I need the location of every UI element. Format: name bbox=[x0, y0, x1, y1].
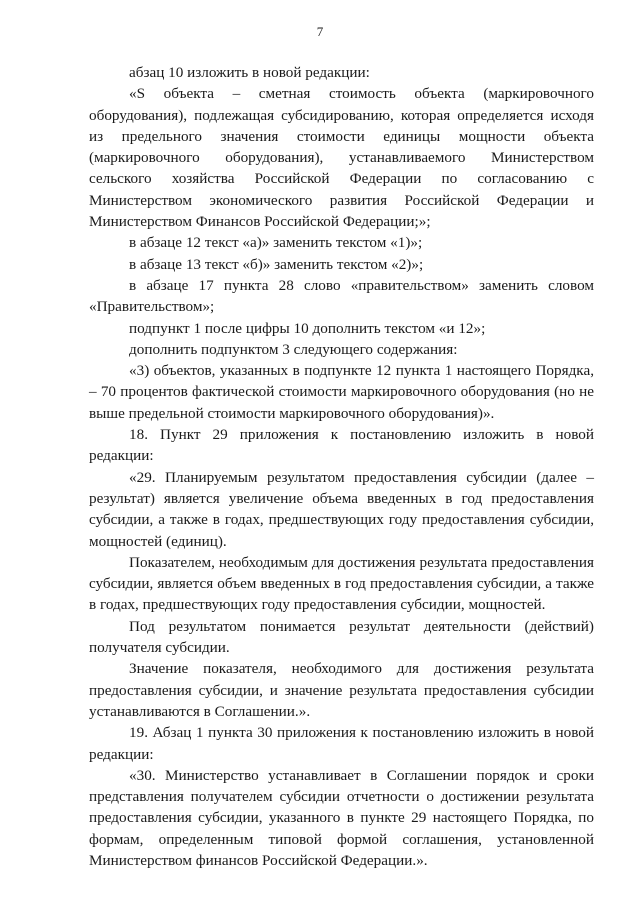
paragraph: в абзаце 12 текст «а)» заменить текстом «1)»; bbox=[129, 234, 423, 252]
paragraph: абзац 10 изложить в новой редакции: bbox=[129, 64, 370, 81]
paragraph: 19. Абзац 1 пункта 30 приложения к постановлению изложить в новой редакции: bbox=[89, 724, 594, 763]
paragraph: «3) объектов, указанных в подпункте 12 пункта 1 настоящего Порядка, – 70 процентов фактической стоимости маркировочного оборудования (но не выше предельной стоимости маркировочного оборудования)». bbox=[89, 362, 594, 422]
paragraph: дополнить подпунктом 3 следующего содержания: bbox=[129, 340, 458, 358]
paragraph: в абзаце 13 текст «б)» заменить текстом «2)»; bbox=[129, 255, 424, 273]
document-body bbox=[89, 62, 594, 871]
page-number: 7 bbox=[316, 24, 324, 39]
paragraph: «30. Министерство устанавливает в Соглашении порядок и сроки представления получателем субсидии отчетности о достижении результата предоставления субсидии, указанного в пункте 29 настоящего Порядка, по формам, определенным типовой формой соглашения, установленной Министерством финансов Российской Федерации.». bbox=[89, 766, 594, 869]
paragraph: Значение показателя, необходимого для достижения результата предоставления субсидии, и значение результата предоставления субсидии устанавливаются в Соглашении.». bbox=[89, 660, 594, 720]
paragraph: 18. Пункт 29 приложения к постановлению изложить в новой редакции: bbox=[89, 426, 594, 465]
paragraph: «29. Планируемым результатом предоставления субсидии (далее – результат) является увеличение объема введенных в год предоставления субсидии, а также в годах, предшествующих году предоставления субсидии, мощностей (единиц). bbox=[89, 468, 594, 550]
paragraph: в абзаце 17 пункта 28 слово «правительством» заменить словом «Правительством»; bbox=[89, 276, 594, 316]
paragraph: подпункт 1 после цифры 10 дополнить текстом «и 12»; bbox=[129, 319, 486, 337]
paragraph: Показателем, необходимым для достижения результата предоставления субсидии, является объем введенных в год предоставления субсидии, а также в годах, предшествующих году предоставления субсидии, мощностей. bbox=[89, 553, 594, 614]
paragraph: Под результатом понимается результат деятельности (действий) получателя субсидии. bbox=[89, 617, 594, 657]
paragraph: «S объекта – сметная стоимость объекта (маркировочного оборудования), подлежащая субсидированию, которая определяется исходя из предельного значения стоимости единицы мощности объекта (маркировочного оборудования), устанавливаемого Министерством сельского хозяйства Российской Федерации по согласованию с Министерством экономического развития Российской Федерации и Министерством Финансов Российской Федерации;»; bbox=[89, 85, 594, 231]
